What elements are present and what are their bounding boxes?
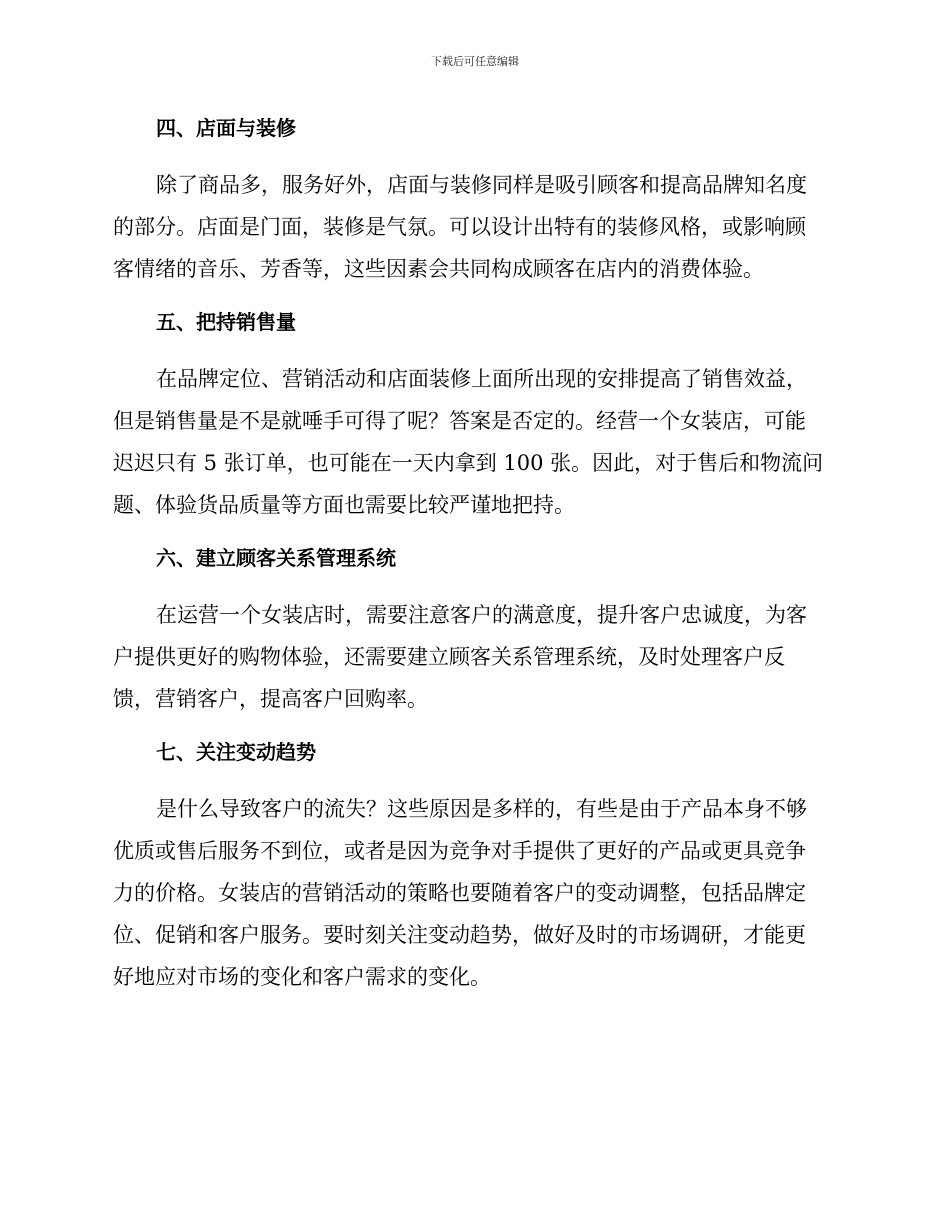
section-heading-storefront: 四、店面与装修 bbox=[156, 116, 296, 140]
paragraph-line: 位、促销和客户服务。要时刻关注变动趋势，做好及时的市场调研，才能更 bbox=[113, 923, 806, 947]
document-body bbox=[113, 108, 833, 1010]
section-paragraph-crm bbox=[113, 594, 833, 720]
section-heading-sales: 五、把持销售量 bbox=[156, 310, 296, 334]
section-paragraph-trends bbox=[113, 788, 833, 998]
paragraph-line: 的部分。店面是门面，装修是气氛。可以设计出特有的装修风格，或影响顾 bbox=[113, 215, 806, 239]
paragraph-line: 除了商品多，服务好外，店面与装修同样是吸引顾客和提高品牌知名度 bbox=[156, 173, 807, 197]
page-header: 下载后可任意编辑 bbox=[431, 55, 519, 68]
section-heading-trends: 七、关注变动趋势 bbox=[156, 740, 316, 764]
paragraph-line: 在品牌定位、营销活动和店面装修上面所出现的安排提高了销售效益， bbox=[156, 367, 807, 391]
paragraph-line: 户提供更好的购物体验，还需要建立顾客关系管理系统，及时处理客户反 bbox=[113, 645, 785, 669]
paragraph-line: 好地应对市场的变化和客户需求的变化。 bbox=[113, 965, 491, 989]
paragraph-line: 客情绪的音乐、芳香等，这些因素会共同构成顾客在店内的消费体验。 bbox=[113, 257, 764, 281]
paragraph-line: 馈，营销客户，提高客户回购率。 bbox=[113, 687, 428, 711]
paragraph-line: 但是销售量是不是就唾手可得了呢？答案是否定的。经营一个女装店，可能 bbox=[113, 409, 806, 433]
section-paragraph-sales bbox=[113, 358, 833, 526]
paragraph-line: 在运营一个女装店时，需要注意客户的满意度，提升客户忠诚度，为客 bbox=[156, 603, 807, 627]
paragraph-line: 力的价格。女装店的营销活动的策略也要随着客户的变动调整，包括品牌定 bbox=[113, 881, 806, 905]
paragraph-line: 是什么导致客户的流失？这些原因是多样的，有些是由于产品本身不够 bbox=[156, 797, 807, 821]
section-paragraph-storefront bbox=[113, 164, 833, 290]
section-heading-crm: 六、建立顾客关系管理系统 bbox=[156, 546, 396, 570]
paragraph-line: 优质或售后服务不到位，或者是因为竞争对手提供了更好的产品或更具竞争 bbox=[113, 839, 806, 863]
paragraph-line: 迟迟只有 5 张订单，也可能在一天内拿到 100 张。因此，对于售后和物流问 bbox=[113, 451, 824, 475]
paragraph-line: 题、体验货品质量等方面也需要比较严谨地把持。 bbox=[113, 493, 575, 517]
